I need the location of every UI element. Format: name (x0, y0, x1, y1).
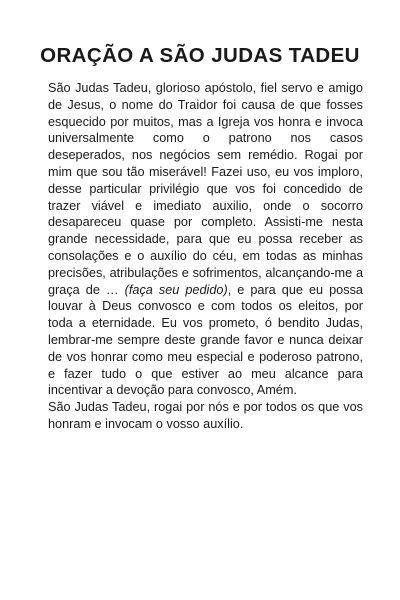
prayer-text-part-2: , e para que eu possa louvar à Deus convosco e com todos os eleitos, por toda a eternidade. Eu vos prometo, ó bendito Judas, lembrar-me sempre deste grande favor e nunca deixar de vos honrar como meu especial e poderoso patrono, e fazer tudo o que estiver ao meu alcance para incentivar a devoção para convosco, Amém. (48, 282, 363, 398)
page-title: ORAÇÃO A SÃO JUDAS TADEU (40, 44, 360, 67)
prayer-body (48, 80, 363, 433)
prayer-text-part-1: São Judas Tadeu, glorioso apóstolo, fiel servo e amigo de Jesus, o nome do Traidor foi causa de que fosses esquecido por muitos, mas a Igreja vos honra e invoca universalmente como o patrono nos casos deseperados, nos negócios sem remédio. Rogai por mim que sou tão miserável! Fazei uso, eu vos imploro, desse particular privilégio que vos foi concedido de trazer viável e imediato auxilio, onde o socorro desapareceu quase por completo. Assisti-me nesta grande necessidade, para que eu possa receber as consolações e o auxílio do céu, em todas as minhas precisões, atribulações e sofrimentos, alcançando-me a graça de … (48, 81, 363, 297)
closing-paragraph: São Judas Tadeu, rogai por nós e por todos os que vos honram e invocam o vosso auxílio. (48, 400, 363, 431)
request-placeholder: (faça seu pedido) (124, 282, 228, 297)
prayer-paragraph (48, 80, 363, 399)
